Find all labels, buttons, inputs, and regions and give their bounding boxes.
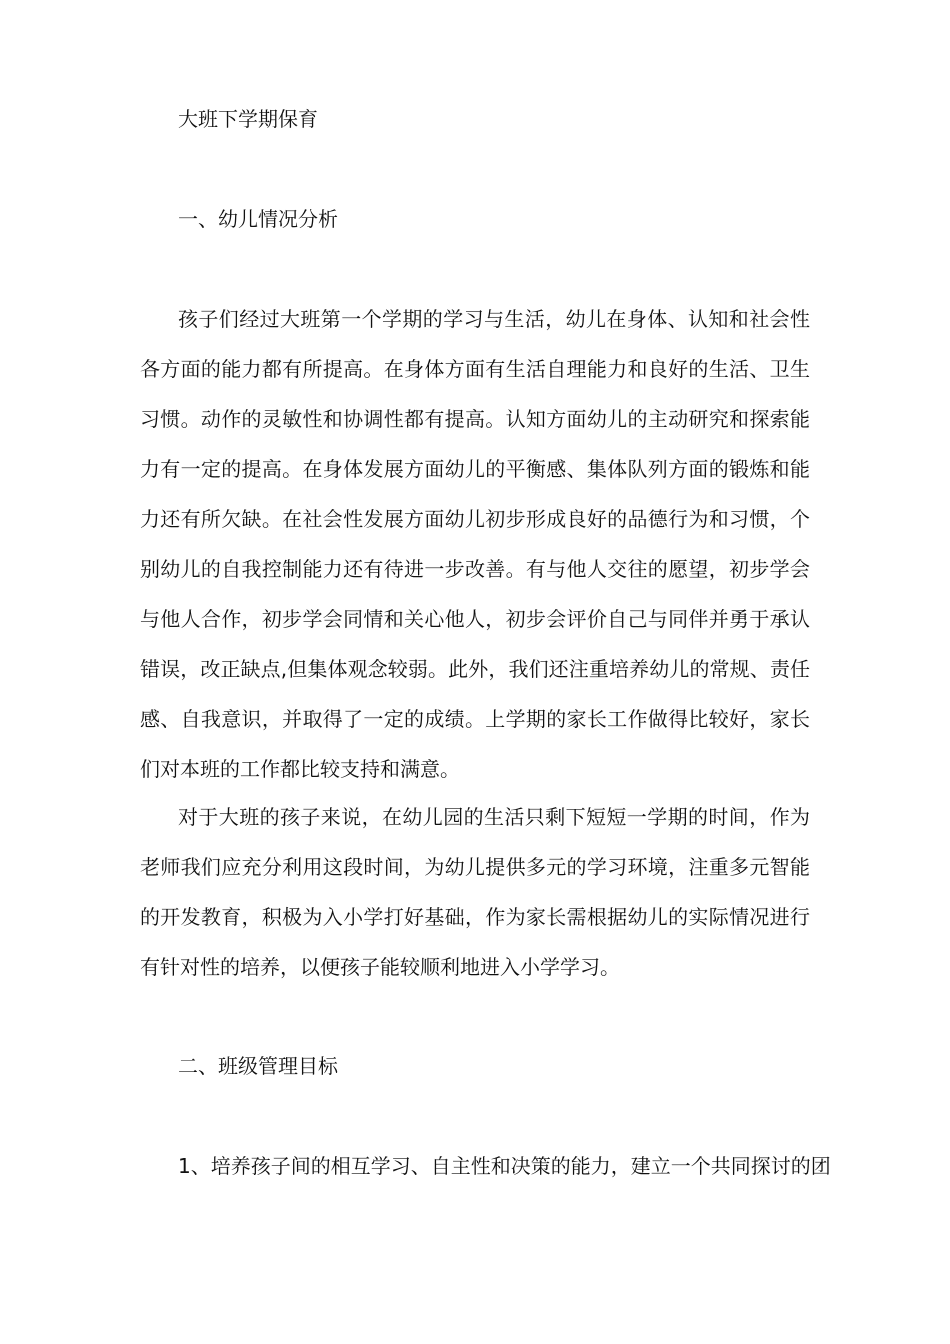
paragraph-situation-analysis: 孩子们经过大班第一个学期的学习与生活，幼儿在身体、认知和社会性各方面的能力都有所提高。在身体方面有生活自理能力和良好的生活、卫生习惯。动作的灵敏性和协调性都有提高。认知方面幼儿的主动研究和探索能力有一定的提高。在身体发展方面幼儿的平衡感、集体队列方面的锻炼和能力还有所欠缺。在社会性发展方面幼儿初步形成良好的品德行为和习惯，个别幼儿的自我控制能力还有待进一步改善。有与他人交往的愿望，初步学会与他人合作，初步学会同情和关心他人，初步会评价自己与同伴并勇于承认错误，改正缺点,但集体观念较弱。此外，我们还注重培养幼儿的常规、责任感、自我意识，并取得了一定的成绩。上学期的家长工作做得比较好，家长们对本班的工作都比较支持和满意。 xyxy=(140,307,810,781)
list-item: 1、培养孩子间的相互学习、自主性和决策的能力，建立一个共同探讨的团 xyxy=(178,1154,831,1178)
paragraph-semester-goal: 对于大班的孩子来说，在幼儿园的生活只剩下短短一学期的时间，作为老师我们应充分利用这段时间，为幼儿提供多元的学习环境，注重多元智能的开发教育，积极为入小学打好基础，作为家长需根据幼儿的实际情况进行有针对性的培养，以便孩子能较顺利地进入小学学习。 xyxy=(140,805,810,979)
section-heading-1: 一、幼儿情况分析 xyxy=(178,207,338,231)
document-title: 大班下学期保育 xyxy=(178,107,318,131)
section-heading-2: 二、班级管理目标 xyxy=(178,1054,338,1078)
